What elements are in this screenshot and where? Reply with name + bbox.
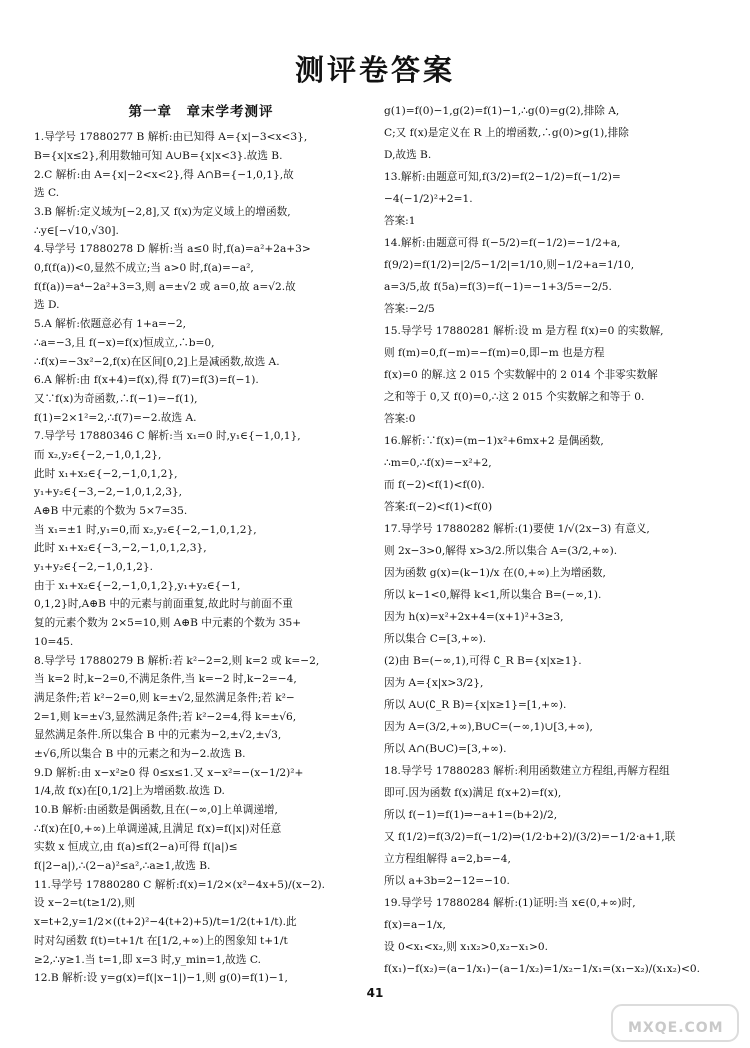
left-line: 此时 x₁+x₂∈{−2,−1,0,1,2}, xyxy=(34,467,178,480)
left-line: 10.B 解析:由函数是偶函数,且在(−∞,0]上单调递增, xyxy=(34,804,278,816)
left-line: y₁+y₂∈{−2,−1,0,1,2}. xyxy=(34,561,153,574)
left-line: ±√6,所以集合 B 中的元素之和为−2.故选 B. xyxy=(34,747,246,760)
right-line: 而 f(−2)<f(1)<f(0). xyxy=(384,479,485,491)
left-line: f(|2−a|),∴(2−a)²≤a²,∴a≥1,故选 B. xyxy=(34,860,211,873)
right-line: 立方程组解得 a=2,b=−4, xyxy=(384,853,511,865)
right-line: a=3/5,故 f(5a)=f(3)=f(−1)=−1+3/5=−2/5. xyxy=(384,281,612,293)
left-line: ∴a=−3,且 f(−x)=f(x)恒成立,∴b=0, xyxy=(34,336,215,349)
right-line: f(x₁)−f(x₂)=(a−1/x₁)−(a−1/x₂)=1/x₂−1/x₁=(x₁−x₂)/(x₁x₂)<0. xyxy=(384,963,700,975)
left-line: 设 x−2=t(t≥1/2),则 xyxy=(34,897,136,910)
right-line: 因为函数 g(x)=(k−1)/x 在(0,+∞)上为增函数, xyxy=(384,567,606,579)
right-line: 即可.因为函数 f(x)满足 f(x+2)=f(x), xyxy=(384,787,562,799)
right-line: f(x)=0 的解.这 2 015 个实数解中的 2 014 个非零实数解 xyxy=(384,369,658,381)
right-line: 所以 f(−1)=f(1)⇒−a+1=(b+2)/2, xyxy=(384,809,558,821)
right-line: ∴m=0,∴f(x)=−x²+2, xyxy=(384,457,492,469)
chapter-heading: 第一章 章末学考测评 xyxy=(128,104,274,120)
left-line: 2=1,则 k=±√3,显然满足条件;若 k²−2=4,得 k=±√6, xyxy=(34,710,297,723)
left-line: 满足条件;若 k²−2=0,则 k=±√2,显然满足条件;若 k²− xyxy=(34,691,295,704)
right-line: 所以 A∪(∁_R B)={x|x≥1}=[1,+∞). xyxy=(384,699,567,711)
right-line: g(1)=f(0)−1,g(2)=f(1)−1,∴g(0)=g(2),排除 A, xyxy=(384,105,620,117)
right-line: 则 f(m)=0,f(−m)=−f(m)=0,即−m 也是方程 xyxy=(384,347,605,359)
left-line: 1.导学号 17880277 B 解析:由已知得 A={x|−3<x<3}, xyxy=(34,131,308,144)
left-line: B={x|x≤2},利用数轴可知 A∪B={x|x<3}.故选 B. xyxy=(34,149,283,162)
left-line: 6.A 解析:由 f(x+4)=f(x),得 f(7)=f(3)=f(−1). xyxy=(34,374,259,387)
left-line: 而 x₂,y₂∈{−2,−1,0,1,2}, xyxy=(34,448,162,461)
left-line: 选 D. xyxy=(34,299,60,312)
right-line: −4(−1/2)²+2=1. xyxy=(384,193,473,205)
left-line: 3.B 解析:定义域为[−2,8],又 f(x)为定义域上的增函数, xyxy=(34,206,291,218)
left-line: 4.导学号 17880278 D 解析:当 a≤0 时,f(a)=a²+2a+3> xyxy=(34,243,311,256)
left-line: ∴y∈[−√10,√30]. xyxy=(34,224,119,237)
left-line: y₁+y₂∈{−3,−2,−1,0,1,2,3}, xyxy=(34,486,183,499)
right-line: 15.导学号 17880281 解析:设 m 是方程 f(x)=0 的实数解, xyxy=(384,325,664,337)
right-line: 13.解析:由题意可知,f(3/2)=f(2−1/2)=f(−1/2)= xyxy=(384,171,621,183)
right-line: 19.导学号 17880284 解析:(1)证明:当 x∈(0,+∞)时, xyxy=(384,897,636,909)
left-line: 2.C 解析:由 A={x|−2<x<2},得 A∩B={−1,0,1},故 xyxy=(34,168,294,181)
left-line: A⊕B 中元素的个数为 5×7=35. xyxy=(34,505,188,517)
page-title: 测评卷答案 xyxy=(294,53,455,87)
right-line: 因为 A={x|x>3/2}, xyxy=(384,677,484,689)
right-line: 答案:−2/5 xyxy=(384,303,435,315)
left-line: 0,f(f(a))<0,显然不成立;当 a>0 时,f(a)=−a², xyxy=(34,262,254,275)
right-line: 所以集合 C=[3,+∞). xyxy=(384,633,487,645)
right-lines xyxy=(384,100,720,980)
left-line: 当 x₁=±1 时,y₁=0,而 x₂,y₂∈{−2,−1,0,1,2}, xyxy=(34,523,257,536)
right-line: 又 f(1/2)=f(3/2)=f(−1/2)⇒(1/2·b+2)/(3/2)=−1/2·a+1,联 xyxy=(384,831,676,843)
left-line: x=t+2,y=1/2×((t+2)²−4(t+2)+5)/t=1/2(t+1/t).此 xyxy=(34,916,297,929)
right-line: 因为 A=(3/2,+∞),B∪C=(−∞,1)∪[3,+∞), xyxy=(384,721,593,733)
right-line: 所以 A∩(B∪C)=[3,+∞). xyxy=(384,743,507,755)
left-line: 又∵f(x)为奇函数,∴f(−1)=−f(1), xyxy=(34,392,198,405)
left-line: f(f(a))=a⁴−2a²+3=3,则 a=±√2 或 a=0,故 a=√2.故 xyxy=(34,280,296,293)
right-line: 14.解析:由题意可得 f(−5/2)=f(−1/2)=−1/2+a, xyxy=(384,237,621,249)
left-line: 复的元素个数为 2×5=10,则 A⊕B 中元素的个数为 35+ xyxy=(34,617,302,630)
left-line: 7.导学号 17880346 C 解析:当 x₁=0 时,y₁∈{−1,0,1}, xyxy=(34,430,301,443)
left-line: 1/4,故 f(x)在[0,1/2]上为增函数.故选 D. xyxy=(34,785,225,798)
left-line: ∴f(x)在[0,+∞)上单调递减,且满足 f(x)=f(|x|)对任意 xyxy=(34,822,282,835)
left-line: 当 k=2 时,k−2=0,不满足条件,当 k=−2 时,k−2=−4, xyxy=(34,673,297,686)
left-line: 由于 x₁+x₂∈{−2,−1,0,1,2},y₁+y₂∈{−1, xyxy=(34,579,241,592)
left-line: f(1)=2×1²=2,∴f(7)=−2.故选 A. xyxy=(34,411,197,424)
right-column xyxy=(384,100,720,980)
right-line: 18.导学号 17880283 解析:利用函数建立方程组,再解方程组 xyxy=(384,765,670,777)
left-lines xyxy=(34,128,368,988)
left-line: 9.D 解析:由 x−x²≥0 得 0≤x≤1.又 x−x²=−(x−1/2)²+ xyxy=(34,766,304,779)
left-line: 显然满足条件.所以集合 B 中的元素为−2,±√2,±√3, xyxy=(34,729,282,742)
watermark-text: MXQE.COM xyxy=(628,1020,724,1036)
left-line: 选 C. xyxy=(34,187,60,200)
right-line: 之和等于 0,又 f(0)=0,∴这 2 015 个实数解之和等于 0. xyxy=(384,391,645,403)
right-line: 所以 a+3b=2−12=−10. xyxy=(384,875,510,887)
left-line: 10=45. xyxy=(34,635,74,648)
left-line: 12.B 解析:设 y=g(x)=f(|x−1|)−1,则 g(0)=f(1)−1, xyxy=(34,972,288,985)
right-line: 则 2x−3>0,解得 x>3/2.所以集合 A=(3/2,+∞). xyxy=(384,545,618,557)
right-line: 答案:f(−2)<f(1)<f(0) xyxy=(384,501,493,513)
page-number: 41 xyxy=(366,986,384,1000)
left-line: ∴f(x)=−3x²−2,f(x)在区间[0,2]上是减函数,故选 A. xyxy=(34,355,280,368)
right-line: 答案:1 xyxy=(384,215,416,227)
right-line: 答案:0 xyxy=(384,413,416,425)
right-line: 17.导学号 17880282 解析:(1)要使 1/√(2x−3) 有意义, xyxy=(384,523,650,535)
right-line: C;又 f(x)是定义在 R 上的增函数,∴g(0)>g(1),排除 xyxy=(384,127,629,139)
right-line: 所以 k−1<0,解得 k<1,所以集合 B=(−∞,1). xyxy=(384,589,602,601)
right-line: f(9/2)=f(1/2)=|2/5−1/2|=1/10,则−1/2+a=1/10, xyxy=(384,259,635,271)
left-line: ≥2,∴y≥1.当 t=1,即 x=3 时,y_min=1,故选 C. xyxy=(34,953,261,966)
right-line: 设 0<x₁<x₂,则 x₁x₂>0,x₂−x₁>0. xyxy=(384,941,548,953)
left-line: 8.导学号 17880279 B 解析:若 k²−2=2,则 k=2 或 k=−2, xyxy=(34,654,320,667)
left-line: 实数 x 恒成立,由 f(a)≤f(2−a)可得 f(|a|)≤ xyxy=(34,841,238,854)
right-line: (2)由 B=(−∞,1),可得 ∁_R B={x|x≥1}. xyxy=(384,655,582,667)
left-line: 时对勾函数 f(t)=t+1/t 在[1/2,+∞)上的图象知 t+1/t xyxy=(34,934,288,947)
right-line: 16.解析:∵f(x)=(m−1)x²+6mx+2 是偶函数, xyxy=(384,435,604,447)
right-line: D,故选 B. xyxy=(384,149,432,161)
left-column xyxy=(34,100,368,988)
right-line: f(x)=a−1/x, xyxy=(384,919,446,931)
left-line: 0,1,2}时,A⊕B 中的元素与前面重复,故此时与前面不重 xyxy=(34,598,293,611)
right-line: 因为 h(x)=x²+2x+4=(x+1)²+3≥3, xyxy=(384,611,564,623)
left-line: 11.导学号 17880280 C 解析:f(x)=1/2×(x²−4x+5)/(x−2). xyxy=(34,878,325,891)
left-line: 此时 x₁+x₂∈{−3,−2,−1,0,1,2,3}, xyxy=(34,542,207,555)
left-line: 5.A 解析:依题意必有 1+a=−2, xyxy=(34,318,187,331)
